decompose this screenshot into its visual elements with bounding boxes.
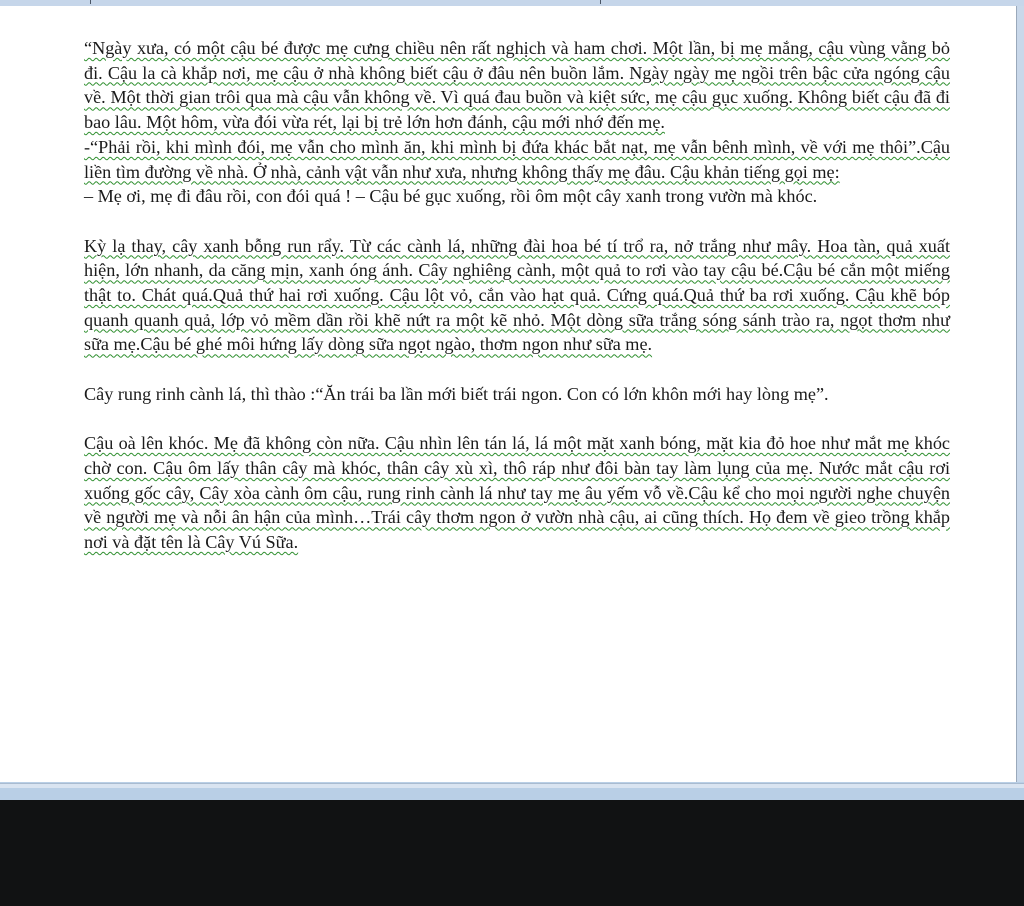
status-bar-separator [0,783,1024,788]
paragraph-text: Cậu oà lên khóc. Mẹ đã không còn nữa. Cậu nhìn lên tán lá, lá một mặt xanh bóng, mặt kia đỏ hoe như mắt mẹ khóc chờ con. Cậu ôm lấy thân cây mà khóc, thân cây xù xì, thô ráp như đôi bàn tay làm lụng của mẹ. Nước mắt cậu rơi xuống gốc cây, Cây xòa cành ôm cậu, rung rinh cành lá như tay mẹ âu yếm vỗ về.Cậu kể cho mọi người nghe chuyện về người mẹ và nỗi ân hận của mình…Trái cây thơm ngon ở vườn nhà cậu, ai cũng thích. Họ đem về gieo trồng khắp nơi và đặt tên là Cây Vú Sữa. [84,433,950,553]
paragraph-text: “Ngày xưa, có một cậu bé được mẹ cưng chiều nên rất nghịch và ham chơi. Một lần, bị mẹ mắng, cậu vùng vằng bỏ đi. Cậu la cà khắp nơi, mẹ cậu ở nhà không biết cậu ở đâu nên buồn lắm. Ngày ngày mẹ ngồi trên bậc cửa ngóng cậu về. Một thời gian trôi qua mà cậu vẫn không về. Vì quá đau buồn và kiệt sức, mẹ cậu gục xuống. Không biết cậu đã đi bao lâu. Một hôm, vừa đói vừa rét, lại bị trẻ lớn hơn đánh, cậu mới nhớ đến mẹ. [84,38,950,133]
paragraph-spacer [84,357,950,382]
paragraph-1-line-1[interactable] [84,36,950,135]
paragraph-text: Kỳ lạ thay, cây xanh bỗng run rẩy. Từ các cành lá, những đài hoa bé tí trổ ra, nở trắng như mây. Hoa tàn, quả xuất hiện, lớn nhanh, da căng mịn, xanh óng ánh. Cây nghiêng cành, một quả to rơi vào tay cậu bé.Cậu bé cắn một miếng thật to. Chát quá.Quả thứ hai rơi xuống. Cậu lột vỏ, cắn vào hạt quả. Cứng quá.Quả thứ ba rơi xuống. Cậu khẽ bóp quanh quanh quả, lớp vỏ mềm dần rồi khẽ nứt ra một kẽ nhỏ. Một dòng sữa trắng sóng sánh trào ra, ngọt thơm như sữa mẹ.Cậu bé ghé môi hứng lấy dòng sữa ngọt ngào, thơm ngon như sữa mẹ. [84,235,950,355]
ruler-tick [90,0,91,4]
paragraph-1-line-2[interactable] [84,135,950,184]
ruler-tick [600,0,601,4]
screen-background [0,800,1024,906]
paragraph-text: Cây rung rinh cành lá, thì thào :“Ăn trái ba lần mới biết trái ngon. Con có lớn khôn mới hay lòng mẹ”. [84,383,829,404]
document-body[interactable] [84,36,950,555]
paragraph-3[interactable] [84,382,950,407]
paragraph-text: – Mẹ ơi, mẹ đi đâu rồi, con đói quá ! – Cậu bé gục xuống, rồi ôm một cây xanh trong vườn mà khóc. [84,186,818,207]
paragraph-text: -“Phải rồi, khi mình đói, mẹ vẫn cho mình ăn, khi mình bị đứa khác bắt nạt, mẹ vẫn bênh mình, về với mẹ thôi”.Cậu liền tìm đường về nhà. Ở nhà, cảnh vật vẫn như xưa, nhưng không thấy mẹ đâu. Cậu khản tiếng gọi mẹ: [84,136,950,182]
paragraph-2[interactable] [84,234,950,358]
paragraph-spacer [84,209,950,234]
paragraph-1-line-3[interactable] [84,184,950,209]
vertical-scrollbar[interactable] [1017,6,1024,782]
paragraph-4[interactable] [84,431,950,555]
paragraph-spacer [84,407,950,432]
document-page[interactable] [0,6,1017,782]
